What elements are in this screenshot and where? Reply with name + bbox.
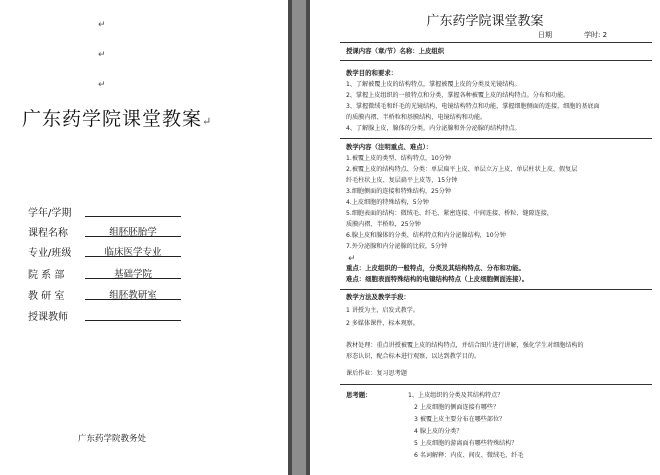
question-item: 6 名词解释：内皮、间皮、微绒毛、纤毛	[414, 452, 524, 459]
field-major-class: 专业/班级 临床医学专业	[28, 244, 82, 259]
content-item: 4.上皮细胞的特殊结构，5分钟	[346, 199, 429, 206]
objectives-heading: 教学目的和要求：	[346, 69, 398, 77]
divider	[340, 384, 652, 385]
field-academic-year: 学年/学期	[28, 204, 82, 219]
objective-item: 3、掌握微绒毛和纤毛的光镜结构，电镜结构特点和功能，掌握细胞侧面的连接，细胞的基底面	[346, 103, 600, 110]
questions-heading: 思考题：	[346, 391, 372, 399]
paragraph-mark-icon: ↵	[348, 254, 356, 264]
divider	[340, 289, 652, 290]
paragraph-mark-icon: ↵	[98, 20, 106, 30]
content-item: 6.腺上皮和腺体的分类、结构特点和内分泌腺结构，10分钟	[346, 232, 506, 239]
question-item: 3 被覆上皮主要分布在哪些部位？	[414, 416, 506, 423]
content-heading: 教学内容（注明重点、难点）：	[346, 143, 433, 151]
field-teaching-office: 教 研 室 组胚教研室	[28, 287, 82, 302]
lesson-plan-page	[310, 0, 660, 475]
cover-page	[0, 0, 288, 475]
date-hours-row	[538, 30, 608, 40]
content-item: 5.细胞表面的结构：微绒毛、纤毛、紧密连接、中间连接、桥粒、缝隙连接，	[346, 210, 553, 217]
method-item: 1 讲授为主，启发式教学。	[346, 307, 419, 314]
key-point: 重点：上皮组织的一般特点，分类及其结构特点、分布和功能。	[346, 264, 525, 272]
field-teacher: 授课教师	[28, 308, 82, 323]
method-item: 2 多媒体课件、标本观察。	[346, 320, 419, 327]
lesson-plan-title: 广东药学院课堂教案	[426, 14, 544, 29]
objective-item: 的质膜内褶、半桥粒和基膜结构，电镜结构和功能。	[346, 114, 487, 121]
methods-heading: 教学方法及教学手段：	[346, 293, 410, 301]
objective-item: 2、掌握上皮组织的一般特点和分类，掌握各种被覆上皮的结构特点。分布和功能。	[346, 92, 570, 99]
divider	[340, 42, 652, 43]
notes-line: 形态认识，配合标本进行观察，以达到教学目的。	[346, 353, 481, 360]
date-label: 日期	[538, 31, 552, 39]
cover-footer: 广东药学院教务处	[78, 434, 147, 444]
question-item: 1、上皮组织的分类及其结构特点？	[408, 392, 504, 399]
page-gutter	[288, 0, 310, 475]
content-item: 1.被覆上皮的类型、结构特点，10分钟	[346, 155, 451, 162]
difficulty: 难点：细胞表面特殊结构的电镜结构特点（上皮细胞侧面连接）。	[346, 275, 529, 283]
paragraph-mark-icon: ↵	[98, 50, 106, 60]
field-course-name: 课程名称 组胚胚胎学	[28, 224, 82, 239]
content-item: 7.外分泌腺和内分泌腺的比较，5分钟	[346, 243, 448, 250]
paragraph-mark-icon: ↵	[98, 80, 106, 90]
question-item: 4 腺上皮的分类？	[414, 428, 463, 435]
hours-label: 学时: 2	[584, 31, 608, 39]
cover-title: 广东药学院课堂教案↵	[22, 108, 213, 130]
topic: 授课内容（章/节）名称：上皮组织	[346, 47, 445, 55]
content-item: 质膜内褶、半桥粒，25分钟	[346, 221, 421, 228]
content-item: 3.细胞侧面的连接和特殊结构，25分钟	[346, 188, 451, 195]
divider	[340, 60, 652, 61]
content-item: 纤毛柱状上皮、复层扁平上皮等，15分钟	[346, 177, 458, 184]
divider	[340, 138, 652, 139]
field-department: 院 系 部 基础学院	[28, 266, 82, 281]
summary: 课后作业：复习思考题	[346, 370, 407, 377]
objective-item: 4、了解腺上皮，腺体的分类，内分泌腺和外分泌腺的结构特点。	[346, 125, 521, 132]
question-item: 2 上皮细胞的侧面连接有哪些？	[414, 404, 500, 411]
question-item: 5 上皮细胞的游离面有哪些特殊结构？	[414, 440, 518, 447]
content-item: 2.被覆上皮的结构特点、分类：单层扁平上皮、单层立方上皮、单层柱状上皮、假复层	[346, 166, 578, 173]
notes-line: 教材处理：重点讲授被覆上皮的结构特点，并结合图片进行讲解，强化学生对细胞结构的	[346, 342, 584, 349]
objective-item: 1、了解被覆上皮的结构特点，掌握被覆上皮的分类及光镜结构。	[346, 81, 521, 88]
